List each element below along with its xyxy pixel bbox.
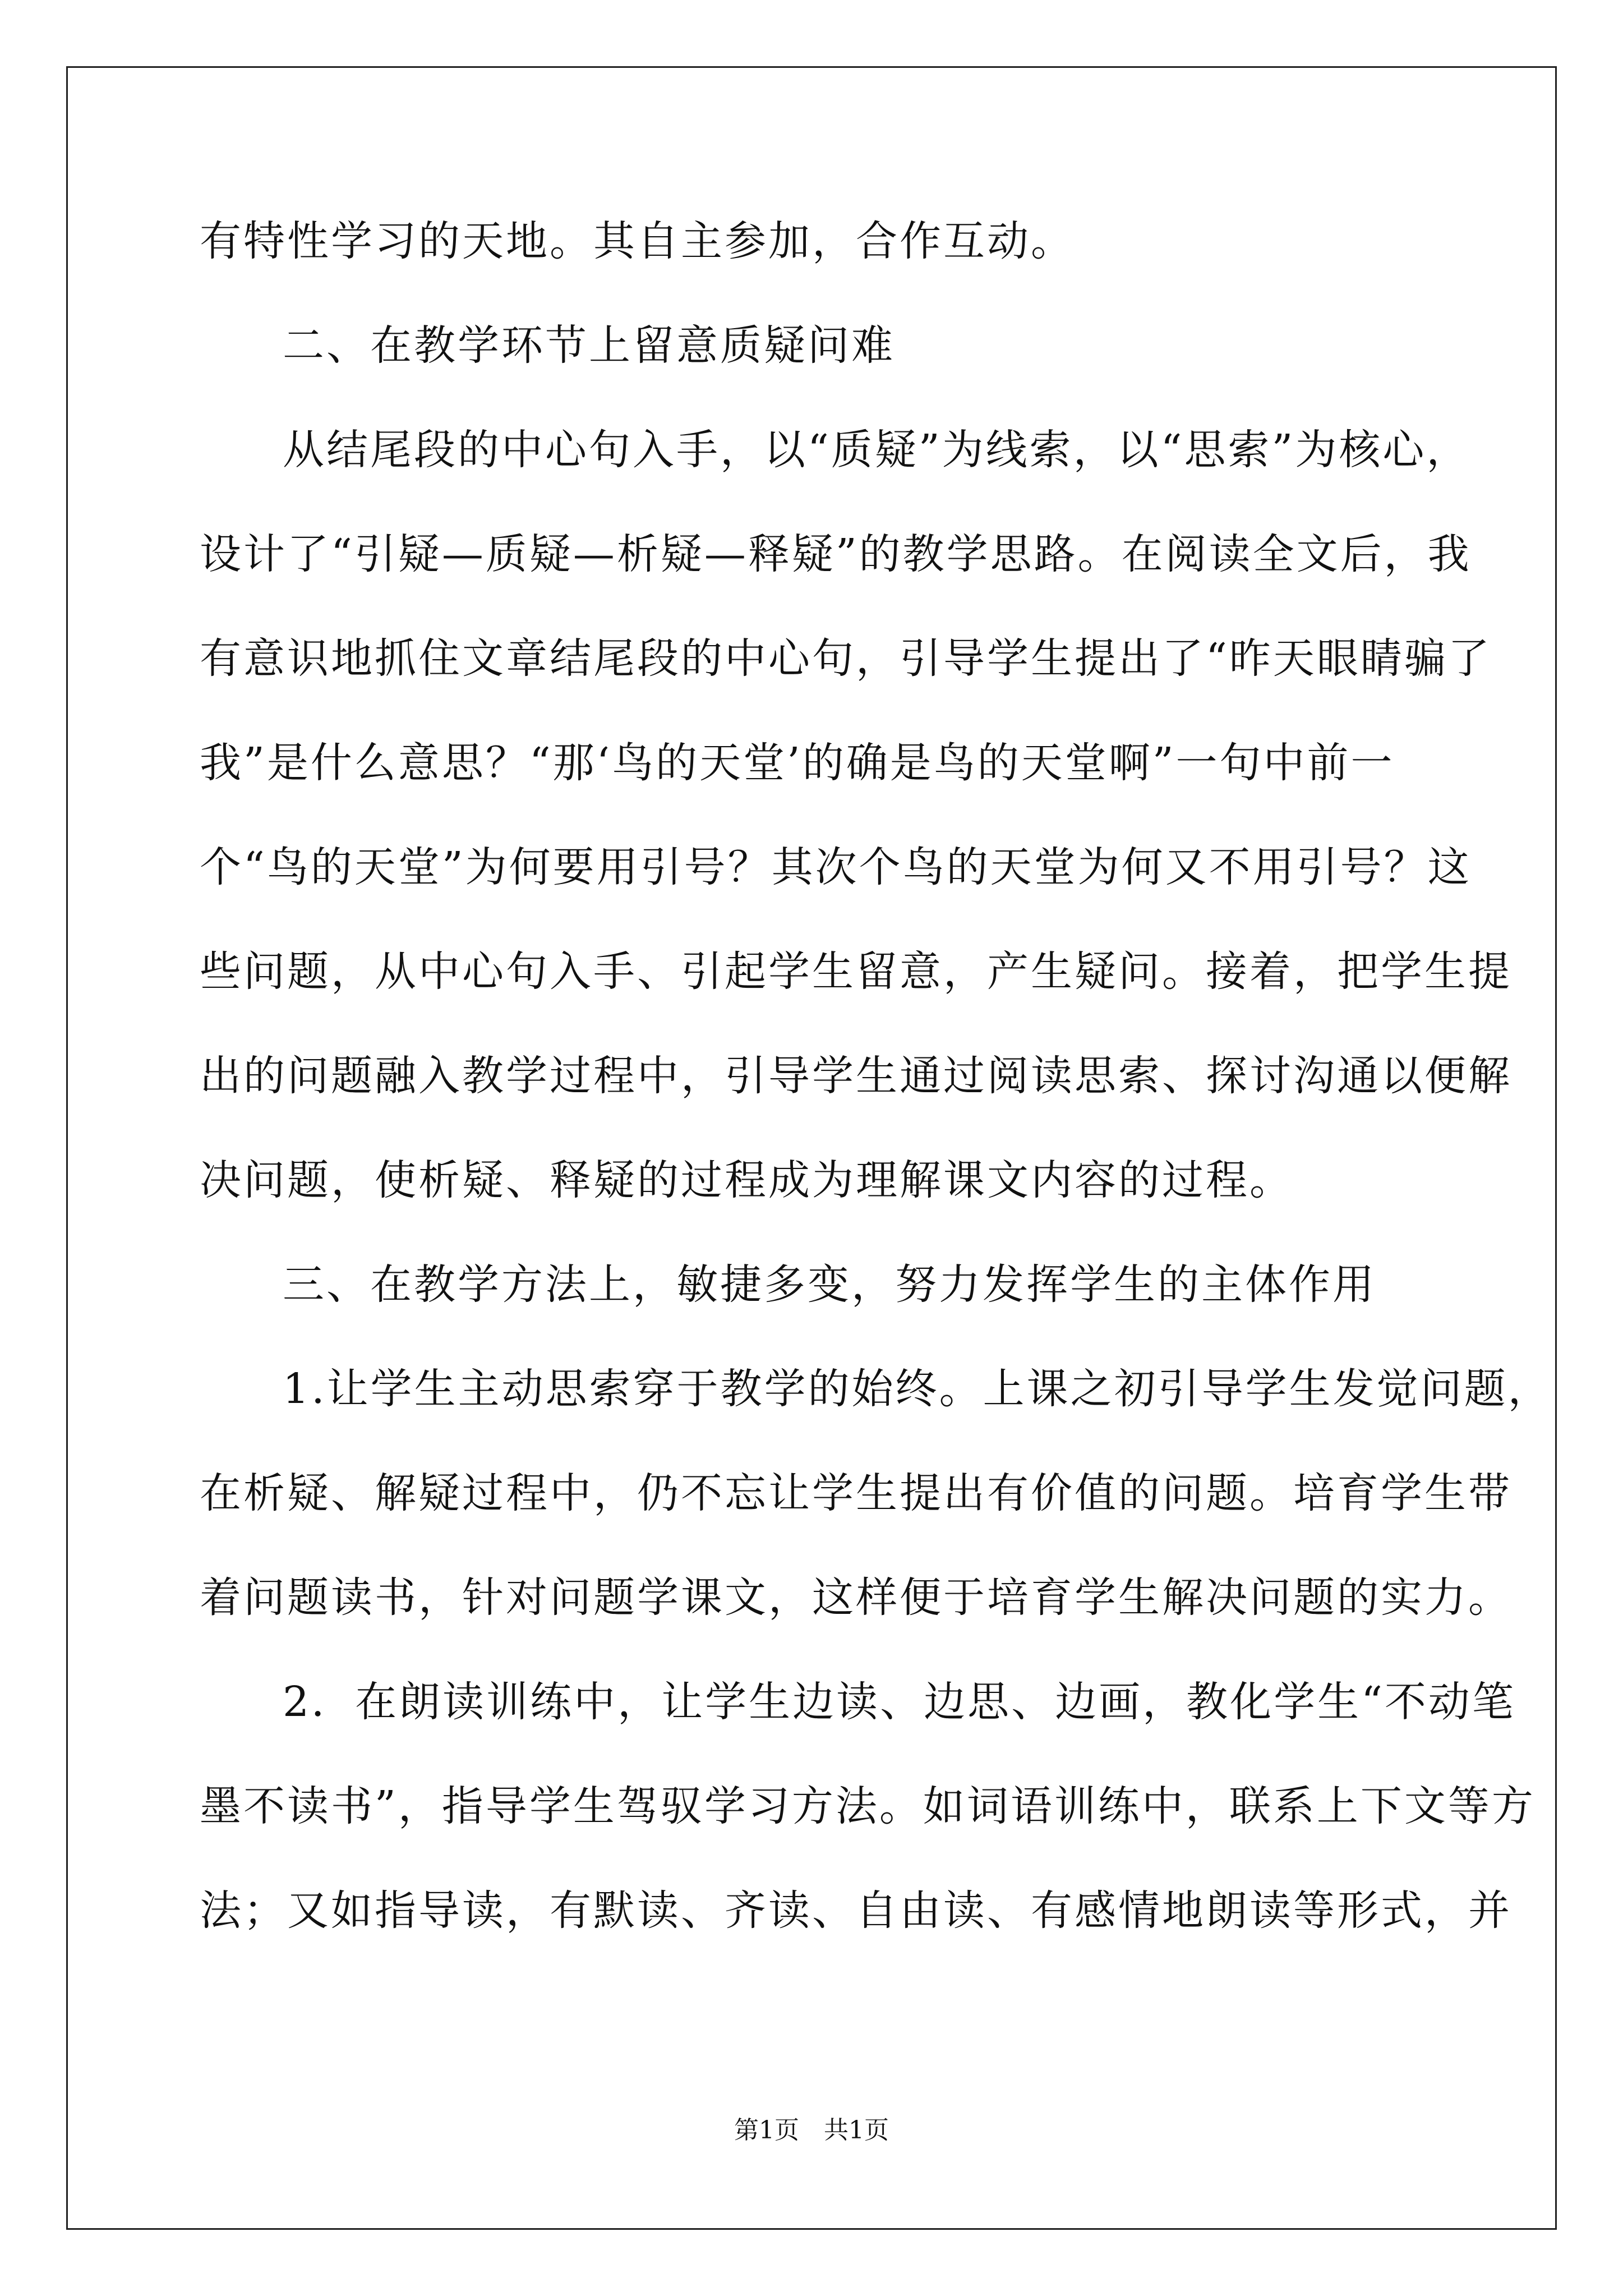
text-line: 个“鸟的天堂”为何要用引号？其次个鸟的天堂为何又不用引号？这 [200,843,1472,891]
text-line: 着问题读书，针对问题学课文，这样便于培育学生解决问题的实力。 [200,1573,1512,1622]
text-line: 有特性学习的天地。其自主参加，合作互动。 [200,217,1075,265]
text-line: 1.让学生主动思索穿于教学的始终。上课之初引导学生发觉问题， [283,1365,1552,1413]
text-line: 从结尾段的中心句入手，以“质疑”为线索，以“思索”为核心， [283,426,1470,474]
section-heading: 三、在教学方法上，敏捷多变，努力发挥学生的主体作用 [283,1260,1376,1309]
text-line: 设计了“引疑—质疑—析疑—释疑”的教学思路。在阅读全文后，我 [200,530,1472,578]
text-line: 我”是什么意思？“那‘鸟的天堂’的确是鸟的天堂啊”一句中前一 [200,739,1395,787]
text-line: 决问题，使析疑、释疑的过程成为理解课文内容的过程。 [200,1156,1293,1204]
page-number-footer: 第1页 共1页 [734,2116,889,2145]
text-line: 法；又如指导读，有默读、齐读、自由读、有感情地朗读等形式，并 [200,1887,1512,1935]
text-line: 出的问题融入教学过程中，引导学生通过阅读思索、探讨沟通以便解 [200,1052,1512,1100]
section-heading: 二、在教学环节上留意质疑问难 [283,321,895,370]
text-line: 些问题，从中心句入手、引起学生留意，产生疑问。接着，把学生提 [200,947,1512,996]
text-line: 在析疑、解疑过程中，仍不忘让学生提出有价值的问题。培育学生带 [200,1469,1512,1517]
text-line: 2．在朗读训练中，让学生边读、边思、边画，教化学生“不动笔 [283,1678,1516,1726]
text-line: 墨不读书”，指导学生驾驭学习方法。如词语训练中，联系上下文等方 [200,1782,1536,1830]
text-line: 有意识地抓住文章结尾段的中心句，引导学生提出了“昨天眼睛骗了 [200,634,1492,683]
